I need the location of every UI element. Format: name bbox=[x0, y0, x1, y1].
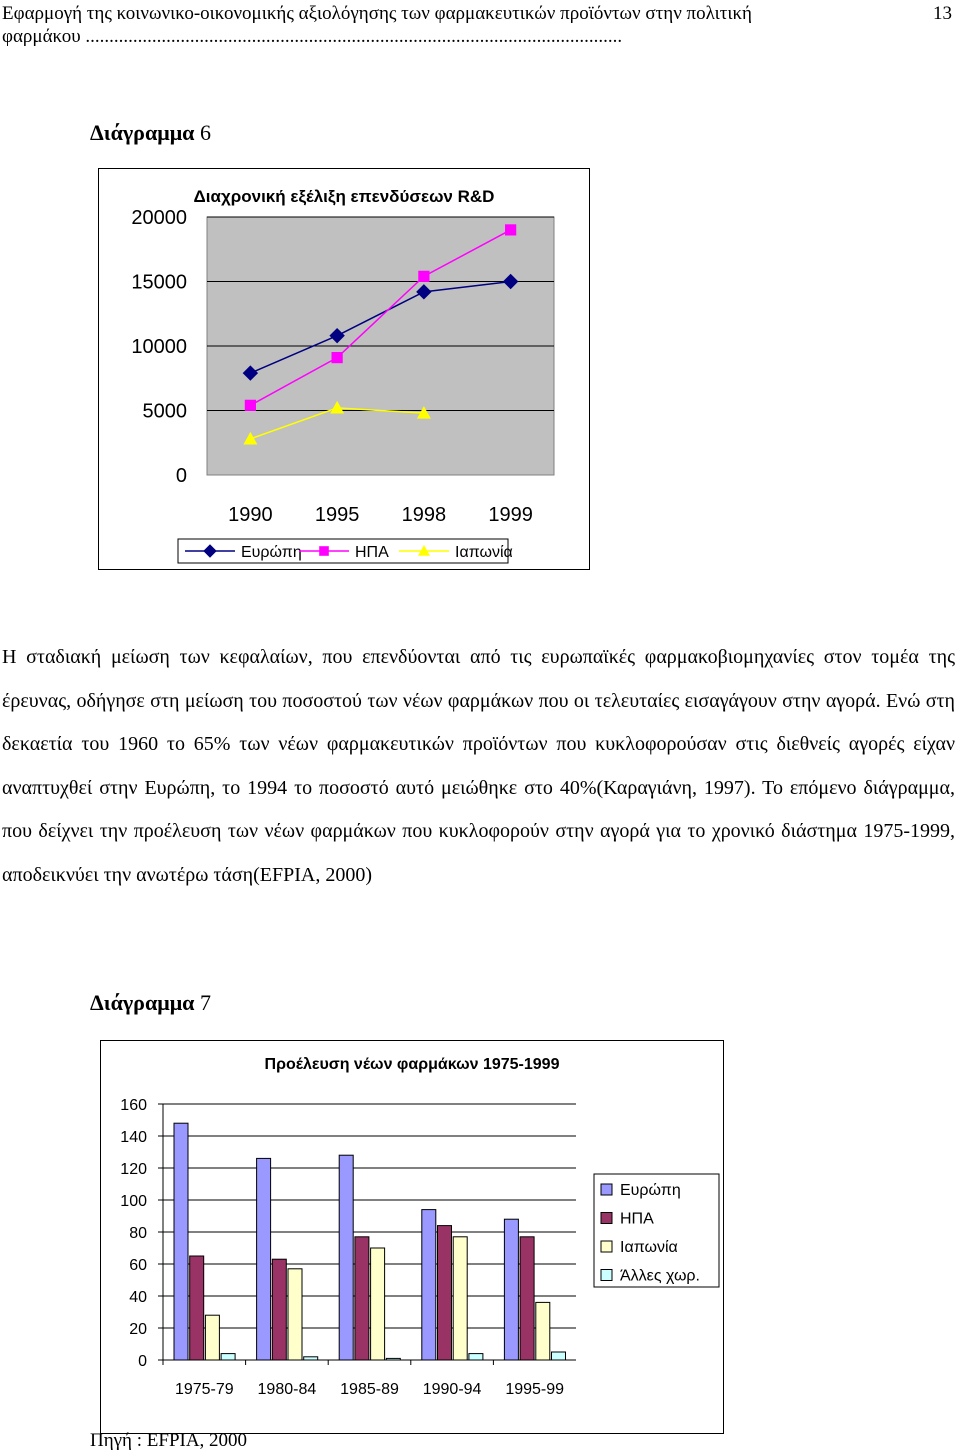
chart2-bar bbox=[272, 1259, 286, 1360]
chart2-bar bbox=[469, 1354, 483, 1360]
page-header bbox=[2, 2, 952, 48]
chart1-x-tick-label: 1999 bbox=[488, 504, 533, 526]
chart2-bar bbox=[174, 1123, 188, 1360]
chart2-x-tick-label: 1995-99 bbox=[505, 1381, 565, 1398]
chart1-legend-label: ΗΠΑ bbox=[355, 544, 389, 561]
figure7-caption-number: 7 bbox=[199, 990, 211, 1015]
chart2-legend-swatch bbox=[601, 1184, 612, 1195]
drug-origin-chart bbox=[100, 1040, 724, 1434]
chart2-y-tick-label: 140 bbox=[120, 1129, 147, 1146]
chart2-bar bbox=[371, 1248, 385, 1360]
chart1-legend-label: Ευρώπη bbox=[241, 544, 302, 561]
chart1-y-tick-label: 5000 bbox=[142, 400, 187, 423]
page-number: 13 bbox=[933, 3, 952, 24]
chart1-legend-label: Ιαπωνία bbox=[455, 544, 513, 561]
chart2-bar bbox=[355, 1237, 369, 1360]
chart2-y-tick-label: 60 bbox=[129, 1257, 147, 1274]
chart2-bar bbox=[453, 1237, 467, 1360]
chart2-bar bbox=[520, 1237, 534, 1360]
chart2-bar bbox=[257, 1158, 271, 1360]
chart2-y-tick-label: 0 bbox=[138, 1353, 147, 1370]
figure6-caption-label: Διάγραμμα bbox=[90, 120, 195, 145]
chart1-data-point bbox=[332, 352, 343, 363]
chart2-bar bbox=[552, 1352, 566, 1360]
chart1-data-point bbox=[418, 271, 429, 282]
figure6-caption-number: 6 bbox=[199, 120, 211, 145]
chart2-y-tick-label: 160 bbox=[120, 1097, 147, 1114]
chart2-y-tick-label: 80 bbox=[129, 1225, 147, 1242]
chart2-y-tick-label: 120 bbox=[120, 1161, 147, 1178]
chart2-bar bbox=[536, 1302, 550, 1360]
chart2-y-tick-label: 40 bbox=[129, 1289, 147, 1306]
chart1-y-tick-label: 20000 bbox=[131, 207, 187, 229]
chart2-legend-swatch bbox=[601, 1241, 612, 1252]
chart2-bar bbox=[339, 1155, 353, 1360]
drug-origin-chart-svg bbox=[101, 1041, 723, 1433]
chart2-x-tick-label: 1990-94 bbox=[422, 1381, 482, 1398]
chart2-legend bbox=[594, 1174, 719, 1287]
chart2-bar bbox=[221, 1354, 235, 1360]
chart2-title: Προέλευση νέων φαρμάκων 1975-1999 bbox=[264, 1056, 560, 1073]
chart1-x-tick-label: 1990 bbox=[228, 504, 273, 526]
chart2-legend-label: Άλλες χωρ. bbox=[620, 1267, 700, 1285]
chart1-legend-marker bbox=[319, 546, 329, 556]
figure7-caption bbox=[90, 990, 211, 1016]
chart1-data-point bbox=[505, 224, 516, 235]
chart2-bar bbox=[438, 1226, 452, 1360]
chart1-title: Διαχρονική εξέλιξη επενδύσεων R&D bbox=[193, 187, 495, 206]
chart2-legend-label: Ευρώπη bbox=[620, 1182, 681, 1199]
header-title-line1: Εφαρμογή της κοινωνικο-οικονομικής αξιολόγησης των φαρμακευτικών προϊόντων στην πολιτική bbox=[2, 3, 752, 24]
chart1-y-tick-label: 10000 bbox=[131, 336, 187, 358]
chart1-data-point bbox=[245, 400, 256, 411]
chart2-x-tick-label: 1985-89 bbox=[340, 1381, 399, 1398]
chart2-legend-swatch bbox=[601, 1270, 612, 1281]
rd-investment-chart-svg bbox=[99, 169, 589, 569]
chart2-bar bbox=[190, 1256, 204, 1360]
chart2-bar bbox=[205, 1315, 219, 1360]
body-paragraph: Η σταδιακή μείωση των κεφαλαίων, που επενδύονται από τις ευρωπαϊκές φαρμακοβιομηχανίες στον τομέα της έρευνας, οδήγησε στη μείωση του ποσοστού των νέων φαρμάκων που οι τελευταίες εισαγάγουν στην αγορά. Ενώ στη δεκαετία του 1960 το 65% των νέων φαρμακευτικών προϊόντων που κυκλοφορούσαν στις διεθνείς αγορές είχαν αναπτυχθεί στην Ευρώπη, το 1994 το ποσοστό αυτό μειώθηκε στο 40%(Καραγιάνη, 1997). Το επόμενο διάγραμμα, που δείχνει την προέλευση των νέων φαρμάκων που κυκλοφορούν στην αγορά για το χρονικό διάστημα 1975-1999, αποδεικνύει την ανωτέρω τάση(EFPIA, 2000) bbox=[2, 646, 955, 886]
chart1-legend bbox=[178, 539, 513, 563]
chart2-legend-label: ΗΠΑ bbox=[620, 1210, 654, 1228]
chart1-x-tick-label: 1995 bbox=[314, 504, 360, 526]
chart2-x-tick-label: 1980-84 bbox=[257, 1381, 317, 1398]
figure7-caption-label: Διάγραμμα bbox=[90, 990, 195, 1015]
chart1-y-tick-label: 0 bbox=[175, 465, 187, 487]
chart2-legend-label: Ιαπωνία bbox=[620, 1239, 678, 1256]
source-note: Πηγή : EFPIA, 2000 bbox=[90, 1430, 248, 1451]
figure6-caption bbox=[90, 120, 211, 146]
chart1-x-tick-label: 1998 bbox=[401, 504, 447, 526]
chart2-bar bbox=[422, 1210, 436, 1360]
chart2-x-tick-label: 1975-79 bbox=[174, 1381, 234, 1398]
chart2-y-tick-label: 100 bbox=[120, 1193, 147, 1210]
chart1-y-tick-label: 15000 bbox=[131, 271, 187, 294]
chart2-bar bbox=[504, 1219, 518, 1360]
chart2-y-tick-label: 20 bbox=[129, 1321, 147, 1338]
rd-investment-chart bbox=[98, 168, 590, 570]
header-title-line2: φαρμάκου ................................................................................................................. bbox=[2, 26, 623, 47]
chart2-bar bbox=[288, 1269, 302, 1360]
chart2-legend-swatch bbox=[601, 1213, 612, 1224]
